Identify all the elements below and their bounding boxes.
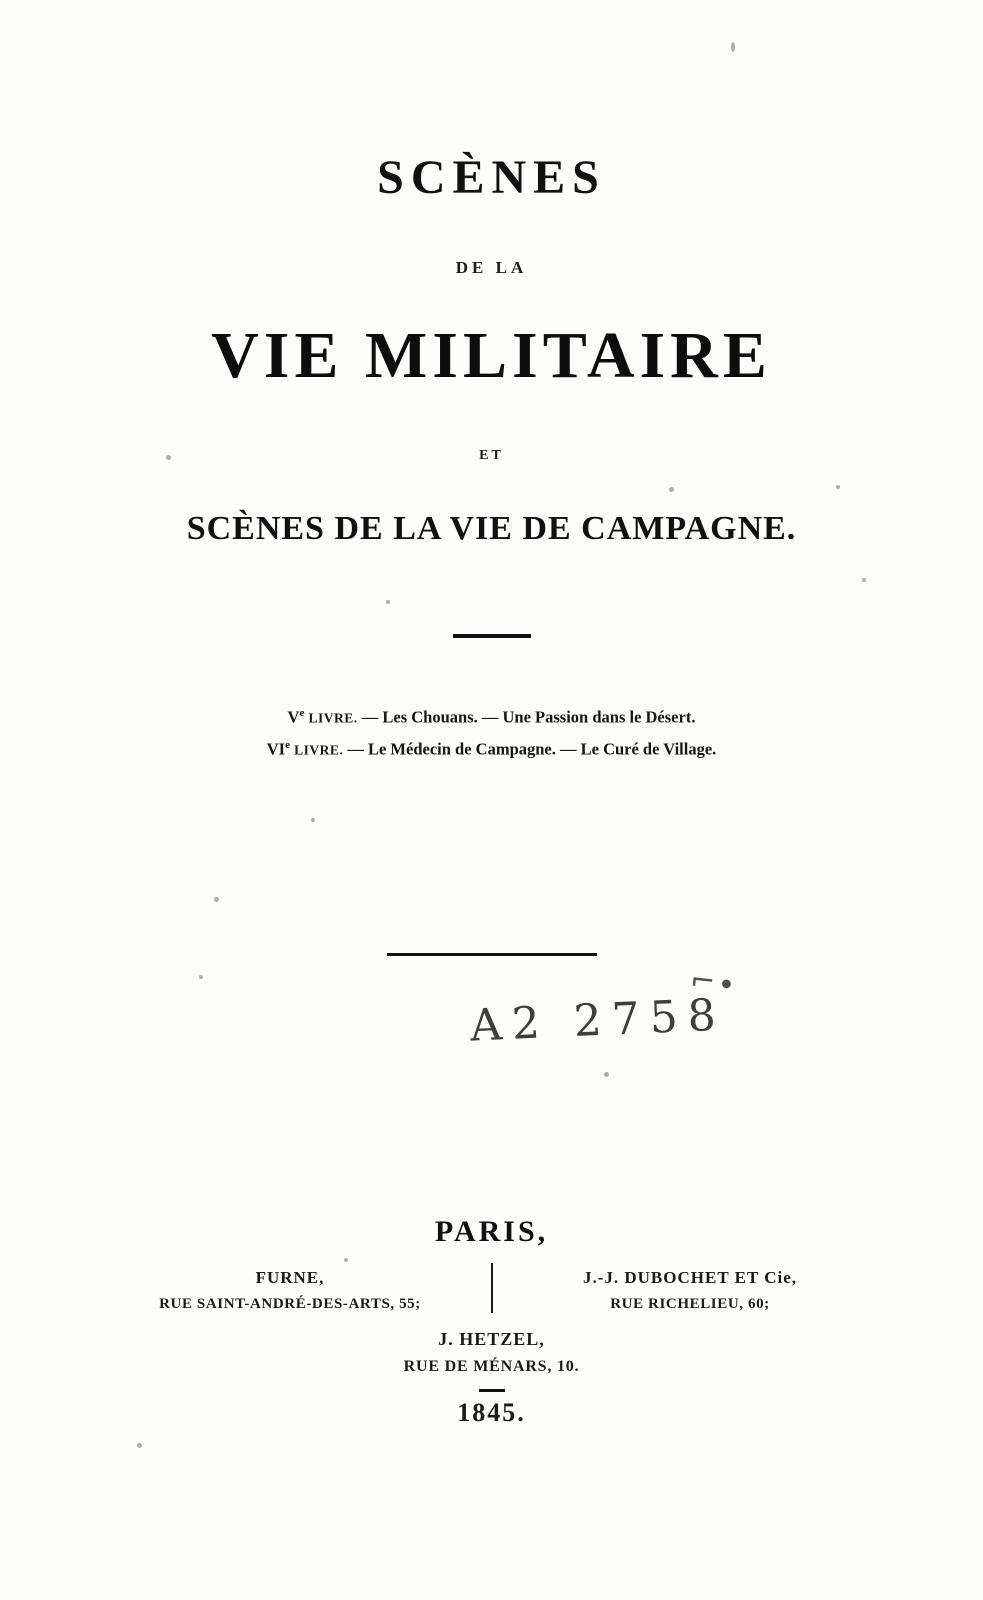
- main-title-vie-militaire: VIE MILITAIRE: [211, 319, 772, 392]
- paper-speck: [199, 975, 203, 979]
- publisher-dubochet-name: J.-J. DUBOCHET ET Cie,: [582, 1268, 798, 1287]
- main-title-scenes: SCÈNES: [377, 151, 606, 204]
- publication-year: 1845.: [457, 1398, 526, 1427]
- publisher-furne: [110, 1265, 470, 1317]
- divider-rule-short: [453, 634, 531, 638]
- imprint-block: [0, 1215, 983, 1428]
- publisher-hetzel: [0, 1325, 983, 1381]
- contents-list: [0, 700, 983, 763]
- paper-speck: [669, 487, 674, 492]
- contents-book-number: V: [287, 707, 300, 727]
- subtitle-vie-de-campagne: SCÈNES DE LA VIE DE CAMPAGNE.: [186, 510, 797, 547]
- paper-speck: [311, 818, 315, 822]
- publishers-row: [0, 1265, 983, 1319]
- publisher-furne-address: RUE SAINT-ANDRÉ-DES-ARTS, 55;: [159, 1296, 421, 1312]
- title-connector-et: ET: [479, 448, 504, 463]
- paper-speck: [137, 1443, 142, 1448]
- publisher-furne-name: FURNE,: [255, 1268, 325, 1287]
- contents-book-suffix: e: [285, 738, 290, 751]
- title-connector-de-la: DE LA: [455, 258, 528, 277]
- publisher-hetzel-address: RUE DE MÉNARS, 10.: [403, 1358, 580, 1375]
- paper-speck: [862, 578, 866, 582]
- paper-speck: [604, 1072, 609, 1077]
- paper-speck: [386, 600, 390, 604]
- divider-rule-long: [387, 953, 597, 956]
- publisher-divider: [491, 1263, 493, 1313]
- paper-speck: [836, 485, 840, 489]
- contents-line: [0, 732, 983, 764]
- handwritten-marks: ⌐∙: [688, 962, 740, 1003]
- contents-book-number: VI: [266, 739, 286, 758]
- imprint-city: PARIS,: [434, 1215, 549, 1248]
- paper-speck: [214, 897, 219, 902]
- contents-works: — Les Chouans. — Une Passion dans le Désert.: [361, 707, 696, 727]
- publisher-hetzel-name: J. HETZEL,: [438, 1329, 545, 1349]
- contents-line: [0, 700, 983, 732]
- divider-rule-tiny: [479, 1389, 505, 1392]
- contents-works: — Le Médecin de Campagne. — Le Curé de Village.: [347, 739, 717, 758]
- publisher-dubochet: [500, 1265, 880, 1317]
- paper-speck: [731, 42, 735, 52]
- publisher-dubochet-address: RUE RICHELIEU, 60;: [610, 1296, 770, 1312]
- handwritten-shelfmark: A2 2758: [469, 989, 727, 1052]
- contents-book-suffix: e: [299, 707, 305, 719]
- contents-book-label: LIVRE.: [308, 710, 358, 726]
- contents-book-label: LIVRE.: [294, 742, 344, 757]
